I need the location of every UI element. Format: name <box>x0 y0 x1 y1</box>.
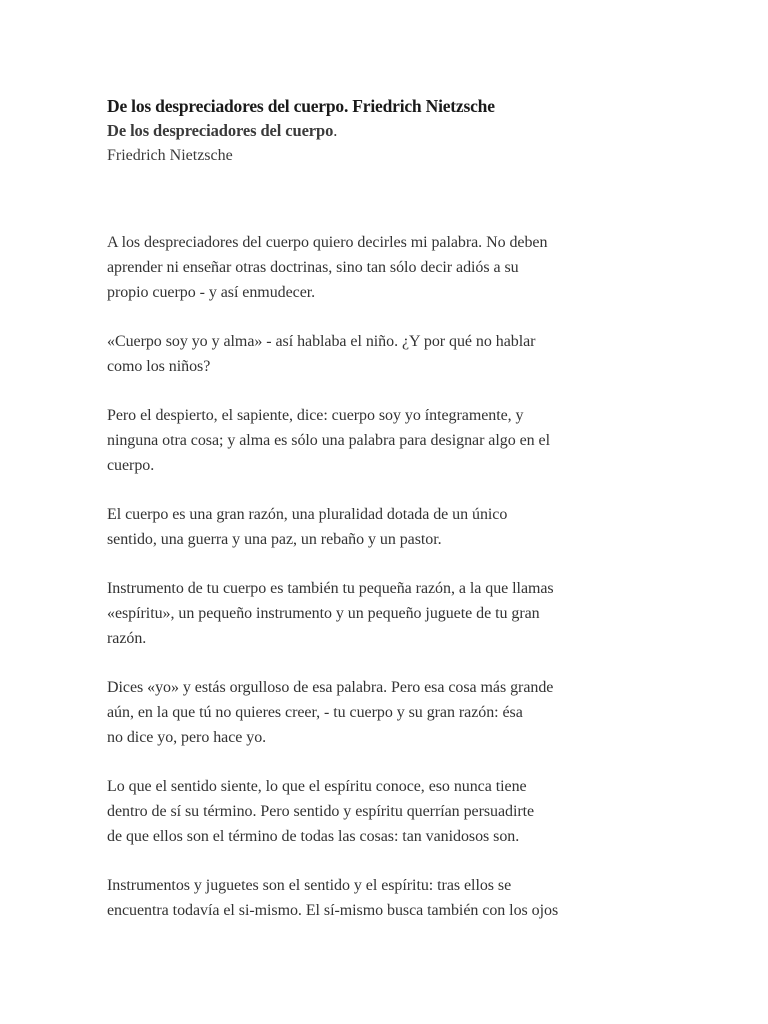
paragraph <box>107 774 587 849</box>
paragraph-line: El cuerpo es una gran razón, una pluralidad dotada de un único <box>107 506 508 523</box>
paragraph-line: razón. <box>107 630 147 647</box>
paragraph-line: A los despreciadores del cuerpo quiero decirles mi palabra. No deben <box>107 234 548 251</box>
paragraph-line: Instrumentos y juguetes son el sentido y el espíritu: tras ellos se <box>107 877 512 894</box>
paragraph-line: como los niños? <box>107 358 211 375</box>
subtitle-text: De los despreciadores del cuerpo <box>107 121 334 140</box>
paragraph-line: Lo que el sentido siente, lo que el espíritu conoce, eso nunca tiene <box>107 778 527 795</box>
paragraph-line: cuerpo. <box>107 457 155 474</box>
document-page <box>107 94 587 947</box>
document-author: Friedrich Nietzsche <box>107 147 233 164</box>
paragraph <box>107 230 587 305</box>
paragraph-line: aprender ni enseñar otras doctrinas, sino tan sólo decir adiós a su <box>107 259 519 276</box>
paragraph-line: Instrumento de tu cuerpo es también tu pequeña razón, a la que llamas <box>107 580 554 597</box>
paragraph <box>107 675 587 750</box>
paragraph-line: propio cuerpo - y así enmudecer. <box>107 284 316 301</box>
paragraph <box>107 329 587 379</box>
document-body <box>107 230 587 923</box>
document-subtitle <box>107 118 587 144</box>
paragraph-line: «Cuerpo soy yo y alma» - así hablaba el niño. ¿Y por qué no hablar <box>107 333 536 350</box>
paragraph-line: Dices «yo» y estás orgulloso de esa palabra. Pero esa cosa más grande <box>107 679 554 696</box>
paragraph <box>107 403 587 478</box>
paragraph-line: encuentra todavía el si-mismo. El sí-mismo busca también con los ojos <box>107 902 559 919</box>
paragraph <box>107 576 587 651</box>
paragraph-line: Pero el despierto, el sapiente, dice: cuerpo soy yo íntegramente, y <box>107 407 524 424</box>
paragraph-line: «espíritu», un pequeño instrumento y un pequeño juguete de tu gran <box>107 605 540 622</box>
paragraph-line: dentro de sí su término. Pero sentido y espíritu querrían persuadirte <box>107 803 535 820</box>
paragraph-line: sentido, una guerra y una paz, un rebaño y un pastor. <box>107 531 442 548</box>
document-title: De los despreciadores del cuerpo. Friedrich Nietzsche <box>107 96 495 116</box>
paragraph-line: ninguna otra cosa; y alma es sólo una palabra para designar algo en el <box>107 432 551 449</box>
subtitle-period: . <box>333 121 338 140</box>
paragraph <box>107 502 587 552</box>
paragraph <box>107 873 587 923</box>
paragraph-line: de que ellos son el término de todas las cosas: tan vanidosos son. <box>107 828 520 845</box>
paragraph-line: aún, en la que tú no quieres creer, - tu cuerpo y su gran razón: ésa <box>107 704 523 721</box>
paragraph-line: no dice yo, pero hace yo. <box>107 729 267 746</box>
